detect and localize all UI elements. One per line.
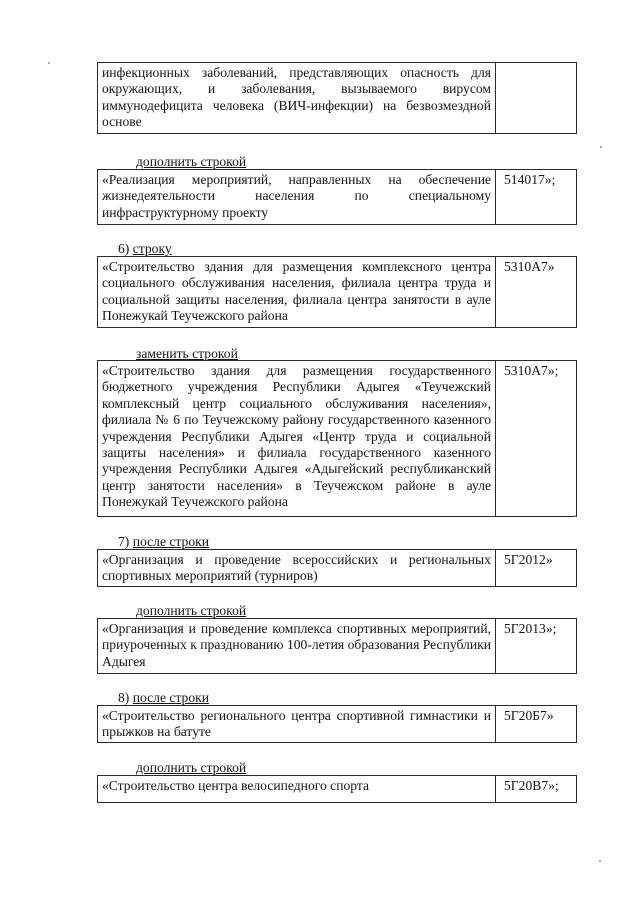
instruction-caption: заменить строкой — [136, 346, 238, 361]
row-code: 5Г2012» — [504, 552, 553, 567]
item-number: 8) — [118, 690, 130, 705]
scan-speck — [48, 62, 50, 64]
row-text: «Строительство здания для размещения комплексного центра социального обслуживания населения, филиала центра труда и социальной защиты населения, филиала центра занятости в ауле Понежукай Теучежского района — [98, 257, 496, 327]
row-code: 5310А7»; — [504, 363, 559, 378]
scan-speck — [599, 860, 601, 862]
table-row — [97, 62, 577, 134]
row-text: «Строительство центра велосипедного спорта — [98, 776, 496, 802]
scan-speck — [574, 515, 576, 517]
table-row — [97, 705, 577, 743]
row-code: 5310А7» — [504, 259, 555, 274]
row-text: «Организация и проведение комплекса спортивных мероприятий, приуроченных к празднованию 100-летия образования Республики Адыгея — [98, 619, 496, 673]
instruction-caption: 8) после строки — [118, 690, 210, 705]
row-code — [496, 63, 576, 133]
table-row — [97, 618, 577, 674]
row-text: «Реализация мероприятий, направленных на обеспечение жизнедеятельности населения по специальному инфраструктурному проекту — [98, 170, 496, 224]
row-text: «Организация и проведение всероссийских и региональных спортивных мероприятий (турниров) — [98, 550, 496, 586]
instruction-caption: 6) строку — [118, 241, 172, 256]
row-code: 5Г20Б7» — [504, 708, 554, 723]
row-text: «Строительство здания для размещения государственного бюджетного учреждения Республики Адыгея «Теучежский комплексный центр социального обслуживания населения», филиала № 6 по Теучежскому району государственного казенного учреждения Республики Адыгея «Центр труда и социальной защиты населения» и филиала государственного казенного учреждения Республики Адыгея «Адыгейский республиканский центр занятости населения» в Теучежском районе в ауле Понежукай Теучежского района — [98, 361, 496, 516]
table-row — [97, 775, 577, 803]
instruction-caption: 7) после строки — [118, 534, 210, 549]
table-row — [97, 169, 577, 225]
instruction-caption: дополнить строкой — [136, 603, 247, 618]
row-text: инфекционных заболеваний, представляющих опасность для окружающих, и заболевания, вызываемого вирусом иммунодефицита человека (ВИЧ-инфекции) на безвозмездной основе — [98, 63, 496, 133]
row-code: 514017»; — [504, 172, 556, 187]
row-code: 5Г2013»; — [504, 621, 557, 636]
row-text: «Строительство регионального центра спортивной гимнастики и прыжков на батуте — [98, 706, 496, 742]
item-number: 6) — [118, 241, 130, 256]
row-code: 5Г20В7»; — [504, 778, 559, 793]
table-row — [97, 256, 577, 328]
item-number: 7) — [118, 534, 130, 549]
table-row — [97, 360, 577, 517]
scan-speck — [600, 146, 602, 148]
instruction-caption: дополнить строкой — [136, 760, 247, 775]
instruction-caption: дополнить строкой — [136, 154, 247, 169]
table-row — [97, 549, 577, 587]
